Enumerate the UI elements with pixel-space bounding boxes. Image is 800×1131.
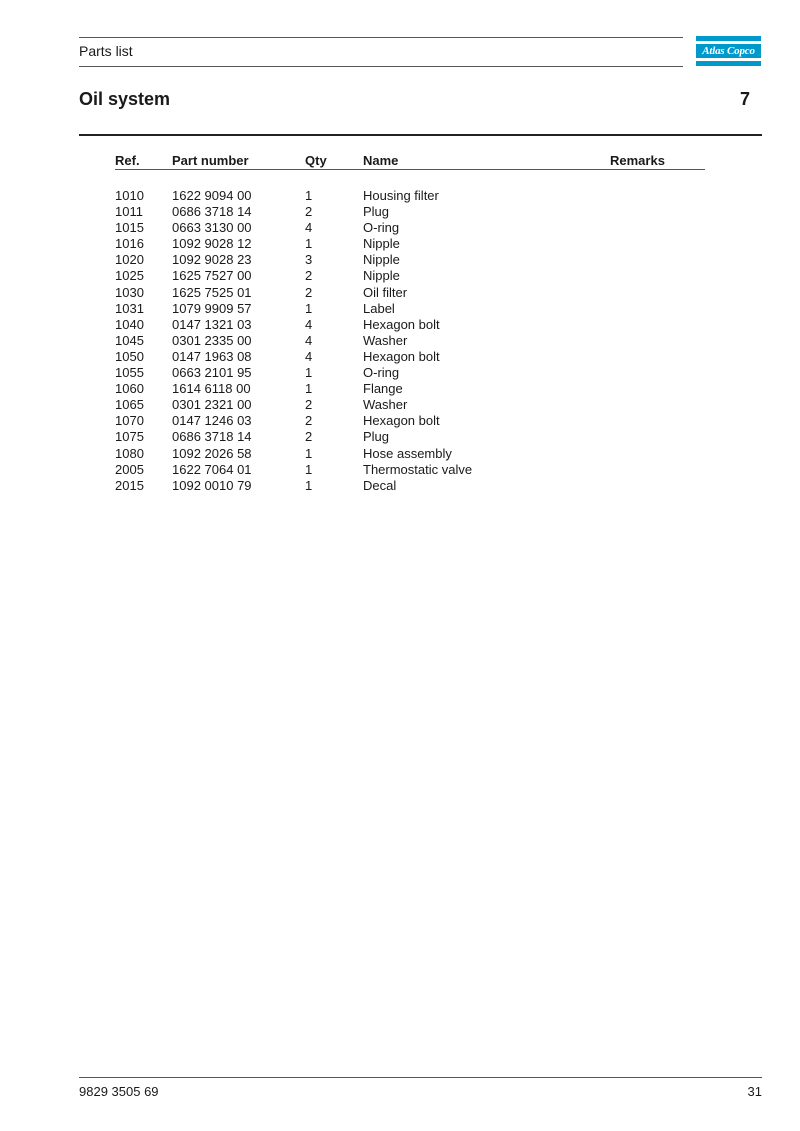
section-rule: [79, 134, 762, 136]
cell-ref: 1011: [115, 204, 143, 220]
table-row: [0, 478, 800, 494]
cell-ref: 1020: [115, 252, 144, 268]
cell-ref: 1025: [115, 268, 144, 284]
cell-part-number: 1092 9028 23: [172, 252, 252, 268]
cell-name: Nipple: [363, 236, 400, 252]
cell-part-number: 0301 2321 00: [172, 397, 252, 413]
cell-qty: 2: [305, 429, 313, 445]
section-title: Oil system: [79, 89, 171, 109]
cell-name: Hexagon bolt: [363, 316, 440, 332]
cell-name: Nipple: [363, 252, 400, 268]
cell-ref: 1010: [115, 188, 144, 203]
col-header-qty: Qty: [305, 153, 327, 168]
cell-part-number: 0686 3718 14: [172, 429, 252, 445]
cell-ref: 1015: [115, 220, 144, 236]
cell-part-number: 0663 3130 00: [172, 220, 252, 236]
table-row: [0, 365, 800, 381]
cell-name: Washer: [363, 397, 408, 413]
col-header-ref: Ref.: [115, 153, 140, 168]
cell-ref: 2005: [115, 461, 144, 477]
table-row: [0, 285, 800, 301]
cell-qty: 1: [305, 300, 313, 316]
header-rule-bottom: [79, 66, 683, 67]
cell-name: Hose assembly: [363, 445, 452, 461]
table-row: [0, 301, 800, 317]
cell-ref: 1075: [115, 429, 144, 445]
footer-rule: [79, 1077, 762, 1078]
cell-name: Hexagon bolt: [363, 348, 440, 364]
table-row: [0, 429, 800, 445]
cell-name: Housing filter: [363, 188, 439, 203]
col-header-part-number: Part number: [172, 153, 249, 168]
cell-part-number: 1092 2026 58: [172, 445, 252, 461]
header-label: Parts list: [79, 43, 133, 59]
logo-text: Atlas Copco: [702, 45, 755, 57]
table-row: [0, 349, 800, 365]
cell-qty: 1: [305, 445, 313, 461]
table-row: [0, 236, 800, 252]
cell-qty: 1: [305, 236, 313, 252]
cell-qty: 4: [305, 348, 313, 364]
cell-ref: 1065: [115, 397, 144, 413]
table-header-rule: [115, 169, 705, 170]
cell-part-number: 1622 7064 01: [172, 461, 252, 477]
cell-part-number: 0663 2101 95: [172, 365, 252, 381]
cell-name: O-ring: [363, 220, 400, 236]
cell-qty: 2: [305, 413, 313, 429]
cell-ref: 1045: [115, 332, 144, 348]
col-header-name: Name: [363, 153, 399, 168]
cell-qty: 2: [305, 284, 313, 300]
cell-name: Plug: [363, 429, 390, 445]
cell-qty: 3: [305, 252, 313, 268]
cell-qty: 1: [305, 477, 313, 493]
cell-part-number: 1092 9028 12: [172, 236, 252, 252]
cell-qty: 1: [305, 188, 313, 203]
table-row: [0, 446, 800, 462]
atlas-copco-logo: [696, 36, 761, 66]
table-row: [0, 413, 800, 429]
cell-part-number: 1625 7527 00: [172, 268, 252, 284]
section-number: 7: [739, 89, 750, 109]
cell-ref: 1060: [115, 381, 144, 397]
table-row: [0, 220, 800, 236]
table-row: [0, 268, 800, 284]
cell-ref: 2015: [115, 477, 144, 493]
cell-part-number: 0301 2335 00: [172, 332, 252, 348]
cell-ref: 1031: [115, 300, 144, 316]
cell-part-number: 1622 9094 00: [172, 188, 252, 203]
table-row: [0, 204, 800, 220]
cell-qty: 4: [305, 332, 313, 348]
table-row: [0, 188, 800, 204]
cell-ref: 1050: [115, 348, 144, 364]
cell-qty: 4: [305, 316, 313, 332]
cell-name: O-ring: [363, 365, 400, 381]
cell-name: Decal: [363, 477, 397, 493]
cell-name: Nipple: [363, 268, 400, 284]
col-header-remarks: Remarks: [610, 153, 665, 168]
cell-ref: 1030: [115, 284, 144, 300]
table-row: [0, 381, 800, 397]
cell-part-number: 0147 1321 03: [172, 316, 252, 332]
cell-qty: 2: [305, 204, 313, 220]
table-row: [0, 252, 800, 268]
cell-name: Washer: [363, 332, 408, 348]
cell-qty: 1: [305, 461, 313, 477]
cell-qty: 1: [305, 365, 313, 381]
cell-part-number: 1625 7525 01: [172, 284, 252, 300]
header-rule-top: [79, 37, 683, 38]
footer-page-number: 31: [747, 1084, 762, 1099]
footer-doc-number: 9829 3505 69: [79, 1084, 159, 1099]
table-row: [0, 462, 800, 478]
table-row: [0, 317, 800, 333]
cell-part-number: 0147 1963 08: [172, 348, 252, 364]
cell-name: Flange: [363, 381, 403, 397]
cell-name: Plug: [363, 204, 390, 220]
cell-part-number: 1079 9909 57: [172, 300, 252, 316]
cell-qty: 1: [305, 381, 313, 397]
cell-name: Oil filter: [363, 284, 408, 300]
cell-ref: 1070: [115, 413, 144, 429]
cell-part-number: 1614 6118 00: [172, 381, 251, 397]
cell-ref: 1016: [115, 236, 144, 252]
cell-name: Label: [363, 300, 395, 316]
cell-part-number: 0147 1246 03: [172, 413, 252, 429]
cell-qty: 2: [305, 397, 313, 413]
cell-ref: 1055: [115, 365, 144, 381]
cell-name: Thermostatic valve: [363, 461, 473, 477]
cell-ref: 1080: [115, 445, 144, 461]
table-row: [0, 397, 800, 413]
parts-table-body: [0, 188, 800, 494]
cell-qty: 2: [305, 268, 313, 284]
cell-part-number: 0686 3718 14: [172, 204, 252, 220]
cell-ref: 1040: [115, 316, 144, 332]
cell-qty: 4: [305, 220, 313, 236]
cell-name: Hexagon bolt: [363, 413, 440, 429]
table-row: [0, 333, 800, 349]
cell-part-number: 1092 0010 79: [172, 477, 252, 493]
